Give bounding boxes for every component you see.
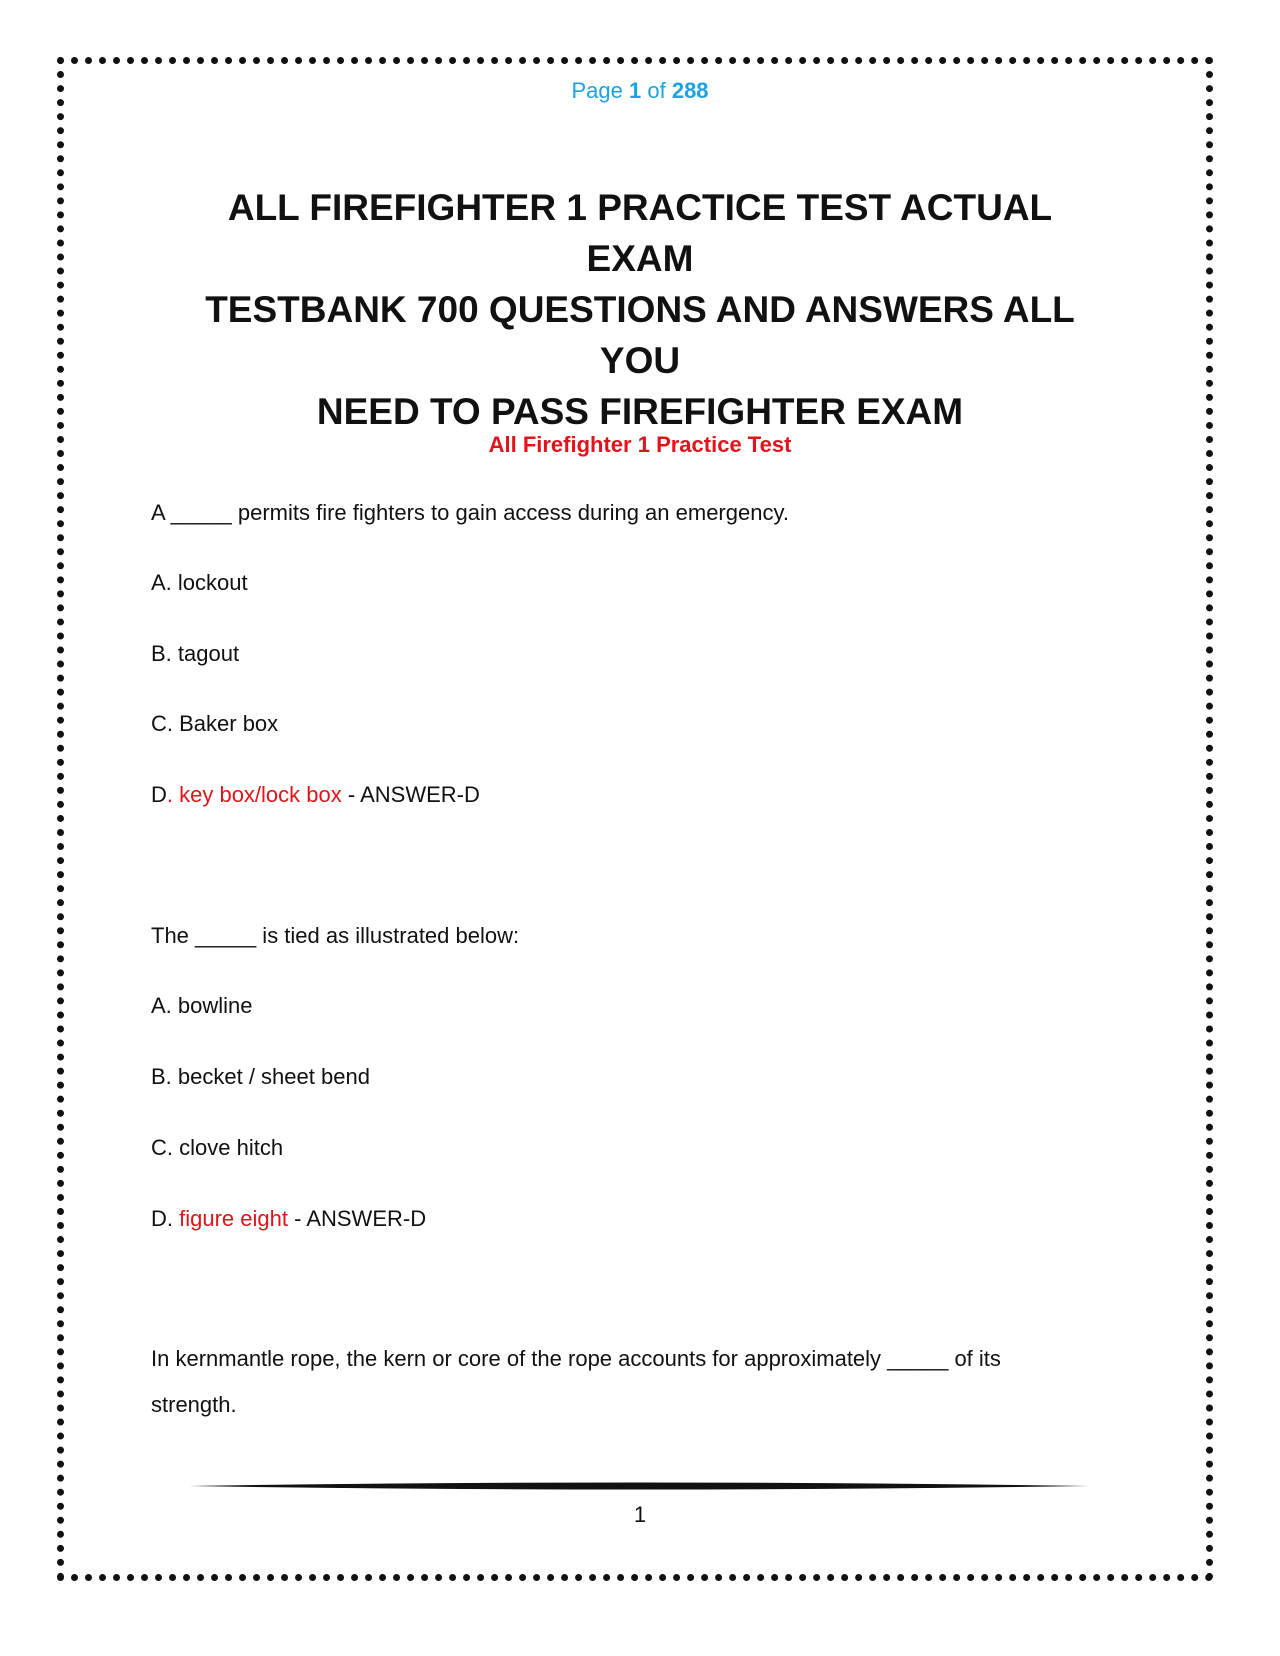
question-1-answer <box>151 772 480 818</box>
question-2-option-c: C. clove hitch <box>151 1135 284 1160</box>
question-3-prompt-line-2: strength. <box>151 1392 237 1417</box>
question-1-option-c: C. Baker box <box>151 711 279 736</box>
title-line: ALL FIREFIGHTER 1 PRACTICE TEST ACTUAL EXAM <box>227 187 1053 279</box>
page-word: Page <box>571 78 623 103</box>
question-3-prompt-line-1: In kernmantle rope, the kern or core of the rope accounts for approximately _____ of its <box>151 1346 1001 1371</box>
question-2-prompt: The _____ is tied as illustrated below: <box>151 923 520 948</box>
answer-prefix: D. <box>151 1206 180 1231</box>
question-1-prompt: A _____ permits fire fighters to gain access during an emergency. <box>151 500 789 525</box>
title-line: TESTBANK 700 QUESTIONS AND ANSWERS ALL YOU <box>205 289 1075 381</box>
answer-text: . key box/lock box <box>166 782 342 807</box>
page-counter <box>0 78 1280 104</box>
question-1-option-a: A. lockout <box>151 570 248 595</box>
of-word: of <box>647 78 666 103</box>
footer-divider <box>189 1480 1089 1492</box>
question-1-option-b: B. tagout <box>151 641 240 666</box>
page-current: 1 <box>628 78 642 103</box>
question-2-option-b: B. becket / sheet bend <box>151 1064 370 1089</box>
question-2-answer <box>151 1196 426 1242</box>
footer-page-number: 1 <box>633 1502 647 1527</box>
title-line: NEED TO PASS FIREFIGHTER EXAM <box>316 391 964 432</box>
document-title <box>170 182 1110 437</box>
answer-suffix: - ANSWER-D <box>287 1206 427 1231</box>
page-total: 288 <box>671 78 709 103</box>
section-heading: All Firefighter 1 Practice Test <box>488 432 792 457</box>
answer-text: figure eight <box>179 1206 288 1231</box>
answer-suffix: - ANSWER-D <box>341 782 480 807</box>
question-2-option-a: A. bowline <box>151 993 253 1018</box>
answer-prefix: D <box>151 782 167 807</box>
